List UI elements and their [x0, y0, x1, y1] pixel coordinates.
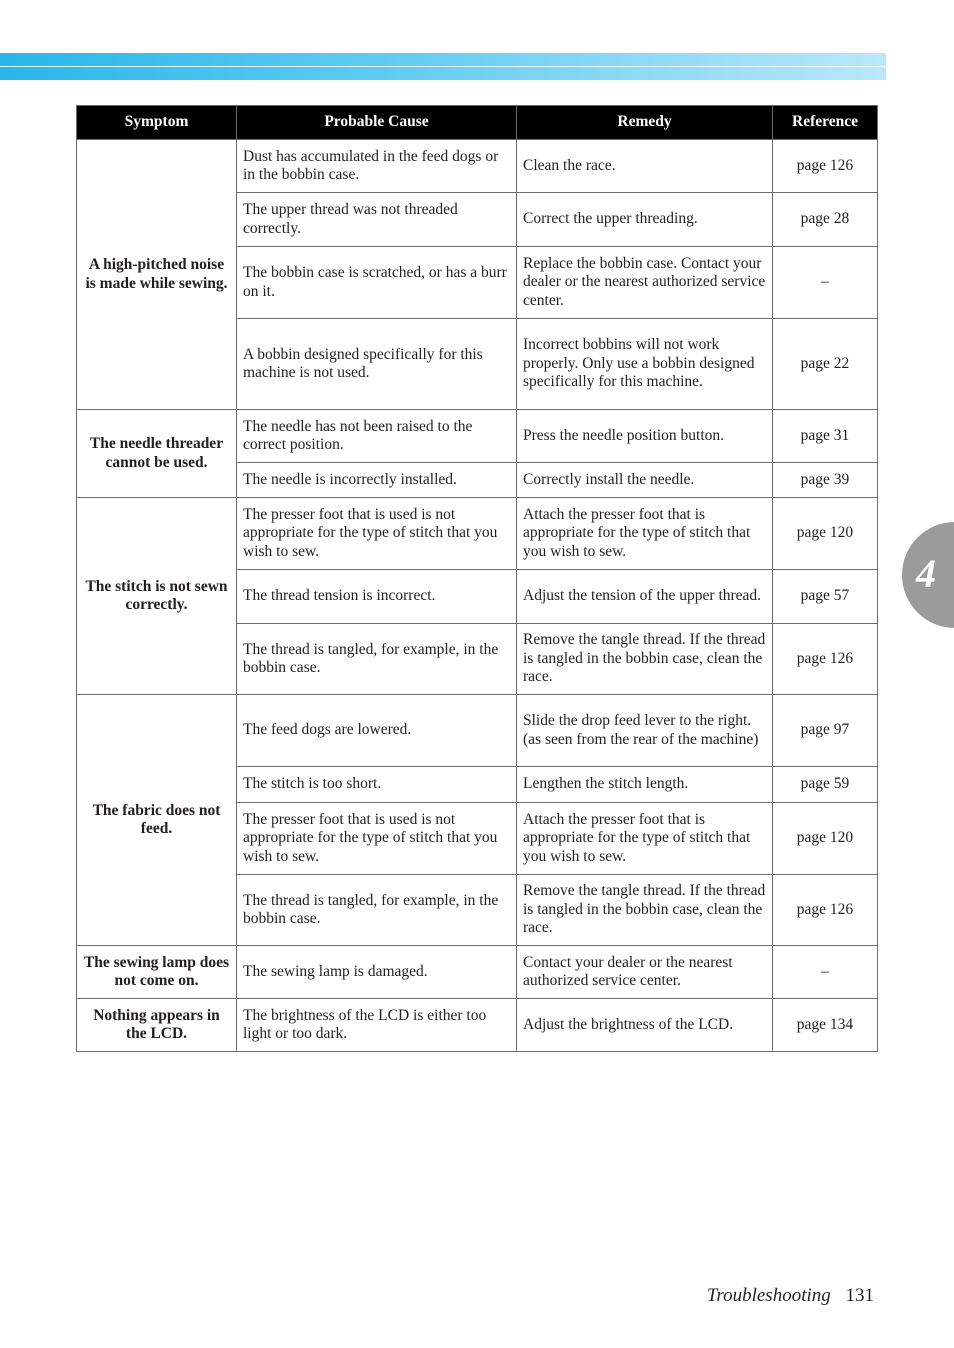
- cause-cell: The thread tension is incorrect.: [237, 570, 517, 624]
- symptom-cell: The needle threader cannot be used.: [77, 410, 237, 498]
- reference-cell: page 57: [773, 570, 878, 624]
- symptom-cell: The fabric does not feed.: [77, 695, 237, 946]
- reference-cell: page 126: [773, 140, 878, 193]
- reference-cell: page 120: [773, 498, 878, 570]
- reference-cell: –: [773, 946, 878, 999]
- footer-section-title: Troubleshooting: [706, 1285, 831, 1306]
- table-row: [77, 498, 878, 570]
- remedy-cell: Attach the presser foot that is appropriate for the type of stitch that you wish to sew.: [517, 498, 773, 570]
- remedy-cell: Adjust the tension of the upper thread.: [517, 570, 773, 624]
- remedy-cell: Correct the upper threading.: [517, 193, 773, 247]
- header-color-band: [0, 53, 886, 80]
- reference-cell: page 126: [773, 875, 878, 946]
- cause-cell: The sewing lamp is damaged.: [237, 946, 517, 999]
- symptom-cell: The stitch is not sewn correctly.: [77, 498, 237, 695]
- table-row: [77, 946, 878, 999]
- symptom-cell: A high-pitched noise is made while sewing.: [77, 140, 237, 410]
- remedy-cell: Remove the tangle thread. If the thread is tangled in the bobbin case, clean the race.: [517, 875, 773, 946]
- reference-cell: page 126: [773, 624, 878, 695]
- reference-cell: page 97: [773, 695, 878, 767]
- cause-cell: The brightness of the LCD is either too light or too dark.: [237, 999, 517, 1052]
- symptom-cell: Nothing appears in the LCD.: [77, 999, 237, 1052]
- chapter-number: 4: [916, 551, 936, 596]
- table-header-row: [77, 106, 878, 140]
- cause-cell: The bobbin case is scratched, or has a burr on it.: [237, 247, 517, 319]
- cause-cell: The thread is tangled, for example, in the bobbin case.: [237, 875, 517, 946]
- chapter-tab: [902, 522, 954, 628]
- table-row: [77, 410, 878, 463]
- cause-cell: The needle is incorrectly installed.: [237, 463, 517, 498]
- reference-cell: page 28: [773, 193, 878, 247]
- page-number: 131: [845, 1285, 874, 1306]
- table-row: [77, 695, 878, 767]
- remedy-cell: Remove the tangle thread. If the thread is tangled in the bobbin case, clean the race.: [517, 624, 773, 695]
- cause-cell: The upper thread was not threaded correctly.: [237, 193, 517, 247]
- remedy-cell: Replace the bobbin case. Contact your dealer or the nearest authorized service center.: [517, 247, 773, 319]
- table-row: [77, 140, 878, 193]
- column-header-reference: Reference: [773, 106, 878, 140]
- column-header-symptom: Symptom: [77, 106, 237, 140]
- column-header-cause: Probable Cause: [237, 106, 517, 140]
- cause-cell: The stitch is too short.: [237, 767, 517, 803]
- reference-cell: page 39: [773, 463, 878, 498]
- column-header-remedy: Remedy: [517, 106, 773, 140]
- reference-cell: page 134: [773, 999, 878, 1052]
- reference-cell: page 120: [773, 803, 878, 875]
- table-row: [77, 999, 878, 1052]
- reference-cell: page 59: [773, 767, 878, 803]
- remedy-cell: Press the needle position button.: [517, 410, 773, 463]
- remedy-cell: Contact your dealer or the nearest authorized service center.: [517, 946, 773, 999]
- cause-cell: The presser foot that is used is not appropriate for the type of stitch that you wish to sew.: [237, 498, 517, 570]
- remedy-cell: Attach the presser foot that is appropriate for the type of stitch that you wish to sew.: [517, 803, 773, 875]
- symptom-cell: The sewing lamp does not come on.: [77, 946, 237, 999]
- cause-cell: A bobbin designed specifically for this machine is not used.: [237, 319, 517, 410]
- header-band-line: [0, 66, 886, 67]
- reference-cell: page 22: [773, 319, 878, 410]
- page-footer: [707, 1284, 874, 1308]
- remedy-cell: Incorrect bobbins will not work properly. Only use a bobbin designed specifically for this machine.: [517, 319, 773, 410]
- cause-cell: The presser foot that is used is not appropriate for the type of stitch that you wish to sew.: [237, 803, 517, 875]
- cause-cell: The needle has not been raised to the correct position.: [237, 410, 517, 463]
- cause-cell: The feed dogs are lowered.: [237, 695, 517, 767]
- reference-cell: page 31: [773, 410, 878, 463]
- cause-cell: The thread is tangled, for example, in the bobbin case.: [237, 624, 517, 695]
- remedy-cell: Adjust the brightness of the LCD.: [517, 999, 773, 1052]
- cause-cell: Dust has accumulated in the feed dogs or in the bobbin case.: [237, 140, 517, 193]
- troubleshooting-table: [76, 105, 878, 1052]
- remedy-cell: Clean the race.: [517, 140, 773, 193]
- remedy-cell: Correctly install the needle.: [517, 463, 773, 498]
- reference-cell: –: [773, 247, 878, 319]
- remedy-cell: Lengthen the stitch length.: [517, 767, 773, 803]
- remedy-cell: Slide the drop feed lever to the right. (as seen from the rear of the machine): [517, 695, 773, 767]
